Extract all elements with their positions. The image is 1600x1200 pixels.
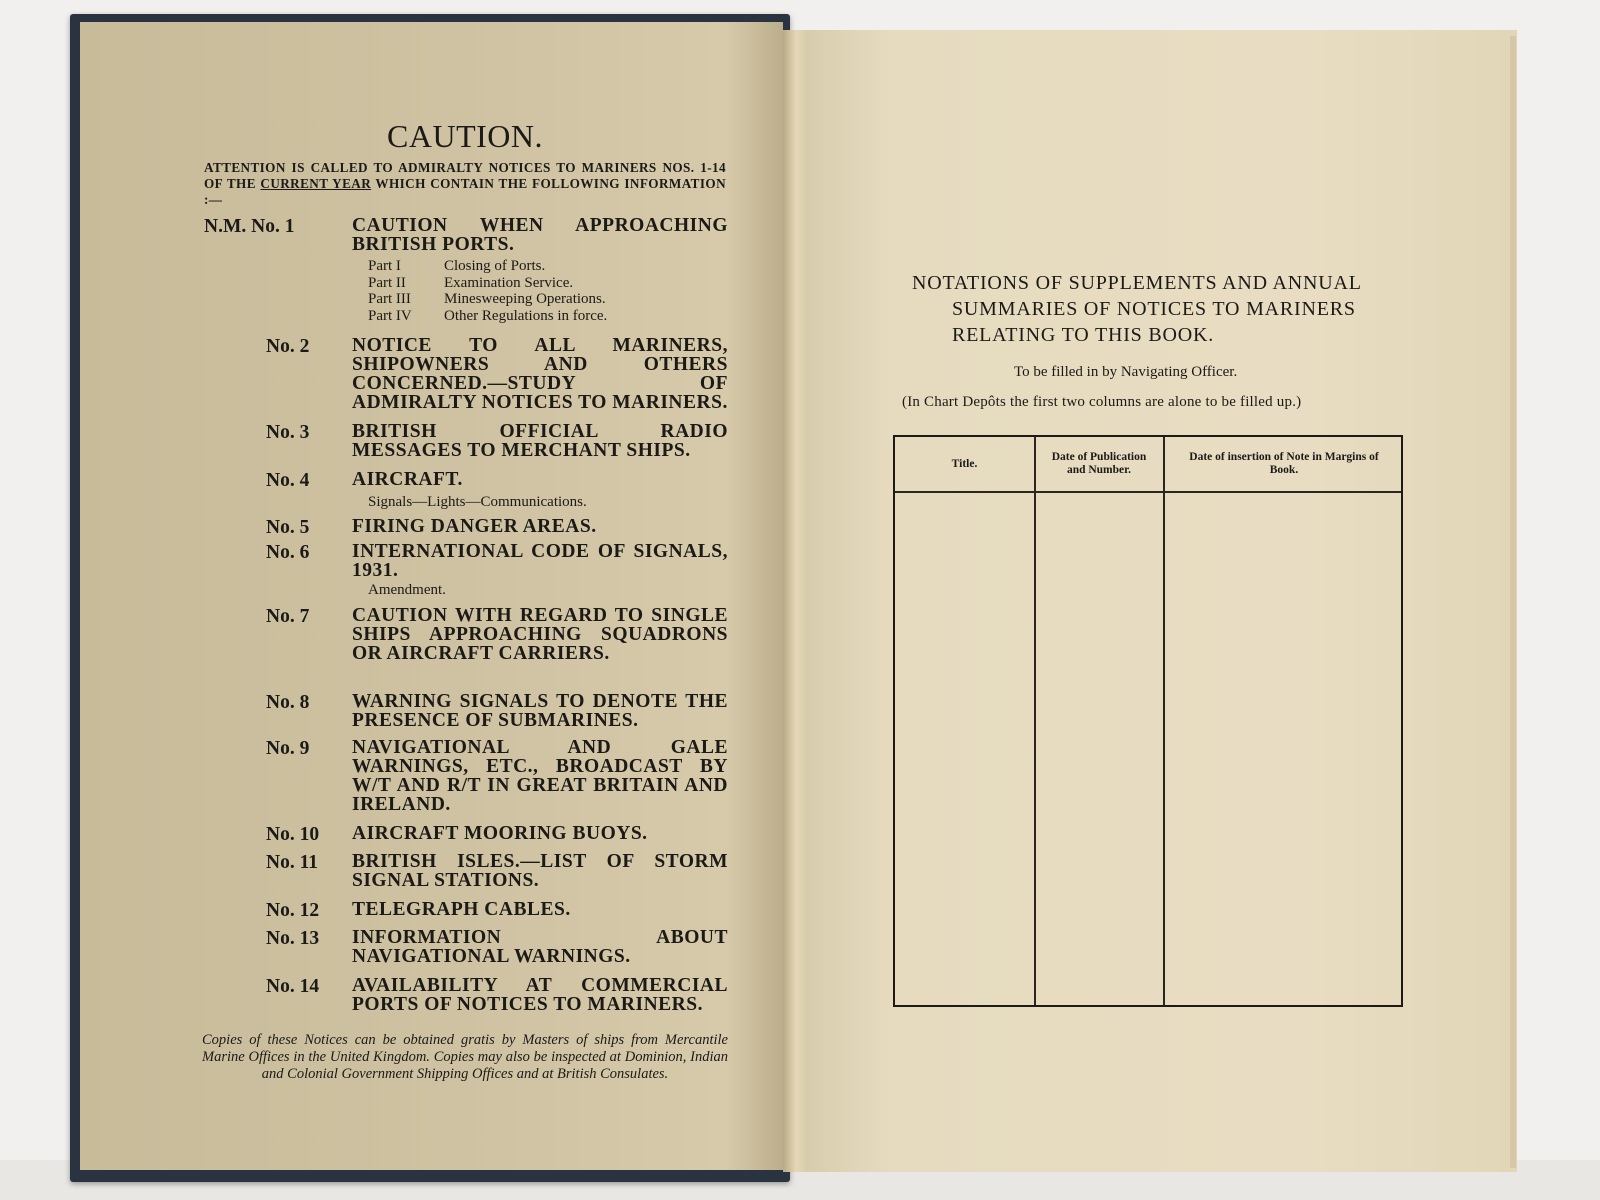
table-header-rule (895, 491, 1401, 493)
notice-number: No. 10 (266, 824, 320, 845)
notice-part-row (368, 308, 698, 325)
notice-title: AVAILABILITY AT COMMERCIAL PORTS OF NOTICES TO MARINERS. (352, 975, 728, 1015)
intro-text-end: WHICH CONTAIN THE FOLLOWING INFORMATION :— (204, 176, 726, 207)
notice-number: No. 14 (266, 976, 320, 997)
notice-title: TELEGRAPH CABLES. (352, 899, 571, 920)
notice-number: No. 8 (266, 692, 310, 713)
notice-number: No. 13 (266, 928, 320, 949)
notations-title-line: SUMMARIES OF NOTICES TO MARINERS (952, 298, 1356, 320)
caution-title: CAUTION. (387, 118, 543, 154)
notice-parts-list (368, 258, 698, 324)
page-edge (1510, 36, 1516, 1168)
notice-title: CAUTION WHEN APPROACHING BRITISH PORTS. (352, 215, 728, 255)
notations-title-line: NOTATIONS OF SUPPLEMENTS AND ANNUAL (912, 272, 1362, 294)
intro-underlined-text: CURRENT YEAR (260, 176, 372, 191)
part-label: Part IV (368, 307, 412, 324)
part-description: Minesweeping Operations. (444, 291, 606, 307)
column-header-title: Title. (951, 457, 978, 470)
notations-title (912, 270, 1400, 348)
notations-table (893, 435, 1403, 1007)
intro-text-start: ATTENTION IS CALLED TO ADMIRALTY NOTICES TO MARINERS NOS. 1-14 OF THE (204, 160, 726, 191)
notice-title: INFORMATION ABOUT NAVIGATIONAL WARNINGS. (352, 927, 728, 967)
notice-part-row (368, 275, 698, 292)
part-description: Examination Service. (444, 274, 574, 291)
notice-title: NAVIGATIONAL AND GALE WARNINGS, ETC., BROADCAST BY W/T AND R/T IN GREAT BRITAIN AND IRELAND. (352, 737, 728, 815)
notice-title: CAUTION WITH REGARD TO SINGLE SHIPS APPROACHING SQUADRONS OR AIRCRAFT CARRIERS. (352, 605, 728, 664)
notice-number: No. 4 (266, 470, 310, 491)
column-header-insertion: Date of insertion of Note in Margins of Book. (1189, 451, 1379, 476)
notice-number: No. 2 (266, 336, 310, 357)
notice-number: No. 3 (266, 422, 310, 443)
notice-number: No. 11 (266, 852, 319, 873)
notice-number: No. 5 (266, 517, 310, 538)
part-description: Closing of Ports. (444, 258, 546, 274)
notice-title: BRITISH ISLES.—LIST OF STORM SIGNAL STATIONS. (352, 851, 728, 891)
column-header-publication: Date of Publication and Number. (1051, 451, 1147, 476)
notice-title: NOTICE TO ALL MARINERS, SHIPOWNERS AND OTHERS CONCERNED.—STUDY OF ADMIRALTY NOTICES TO MARINERS. (352, 335, 728, 413)
notice-part-row (368, 291, 698, 308)
notice-title: BRITISH OFFICIAL RADIO MESSAGES TO MERCHANT SHIPS. (352, 421, 728, 461)
notice-number: No. 6 (266, 542, 310, 563)
notice-number: N.M. No. 1 (204, 216, 295, 237)
notice-title: INTERNATIONAL CODE OF SIGNALS, 1931. (352, 541, 728, 581)
part-label: Part I (368, 258, 401, 274)
notations-title-line: RELATING TO THIS BOOK. (952, 324, 1215, 346)
part-description: Other Regulations in force. (444, 307, 608, 324)
notice-title: AIRCRAFT MOORING BUOYS. (352, 823, 648, 844)
part-label: Part III (368, 291, 411, 307)
table-column-rule (1034, 437, 1036, 1005)
table-column-rule (1163, 437, 1165, 1005)
chart-depot-note: (In Chart Depôts the first two columns are alone to be filled up.) (902, 394, 1302, 410)
notice-subtitle: Signals—Lights—Communications. (368, 494, 587, 510)
copies-note: Copies of these Notices can be obtained gratis by Masters of ships from Mercantile Marine Offices in the United Kingdom. Copies may also be inspected at Dominion, Indian and Colonial Government Shipping Offices and at British Consulates. (202, 1032, 728, 1082)
book-gutter (783, 30, 807, 1172)
notice-number: No. 7 (266, 606, 310, 627)
notice-subtitle: Amendment. (368, 582, 446, 598)
notice-title: FIRING DANGER AREAS. (352, 516, 597, 537)
notice-title: AIRCRAFT. (352, 469, 463, 490)
notice-number: No. 9 (266, 738, 310, 759)
caution-intro (204, 160, 726, 208)
notice-title: WARNING SIGNALS TO DENOTE THE PRESENCE OF SUBMARINES. (352, 691, 728, 731)
notice-part-row (368, 258, 698, 275)
fill-instruction: To be filled in by Navigating Officer. (1014, 364, 1238, 380)
part-label: Part II (368, 274, 406, 291)
notice-number: No. 12 (266, 900, 320, 921)
